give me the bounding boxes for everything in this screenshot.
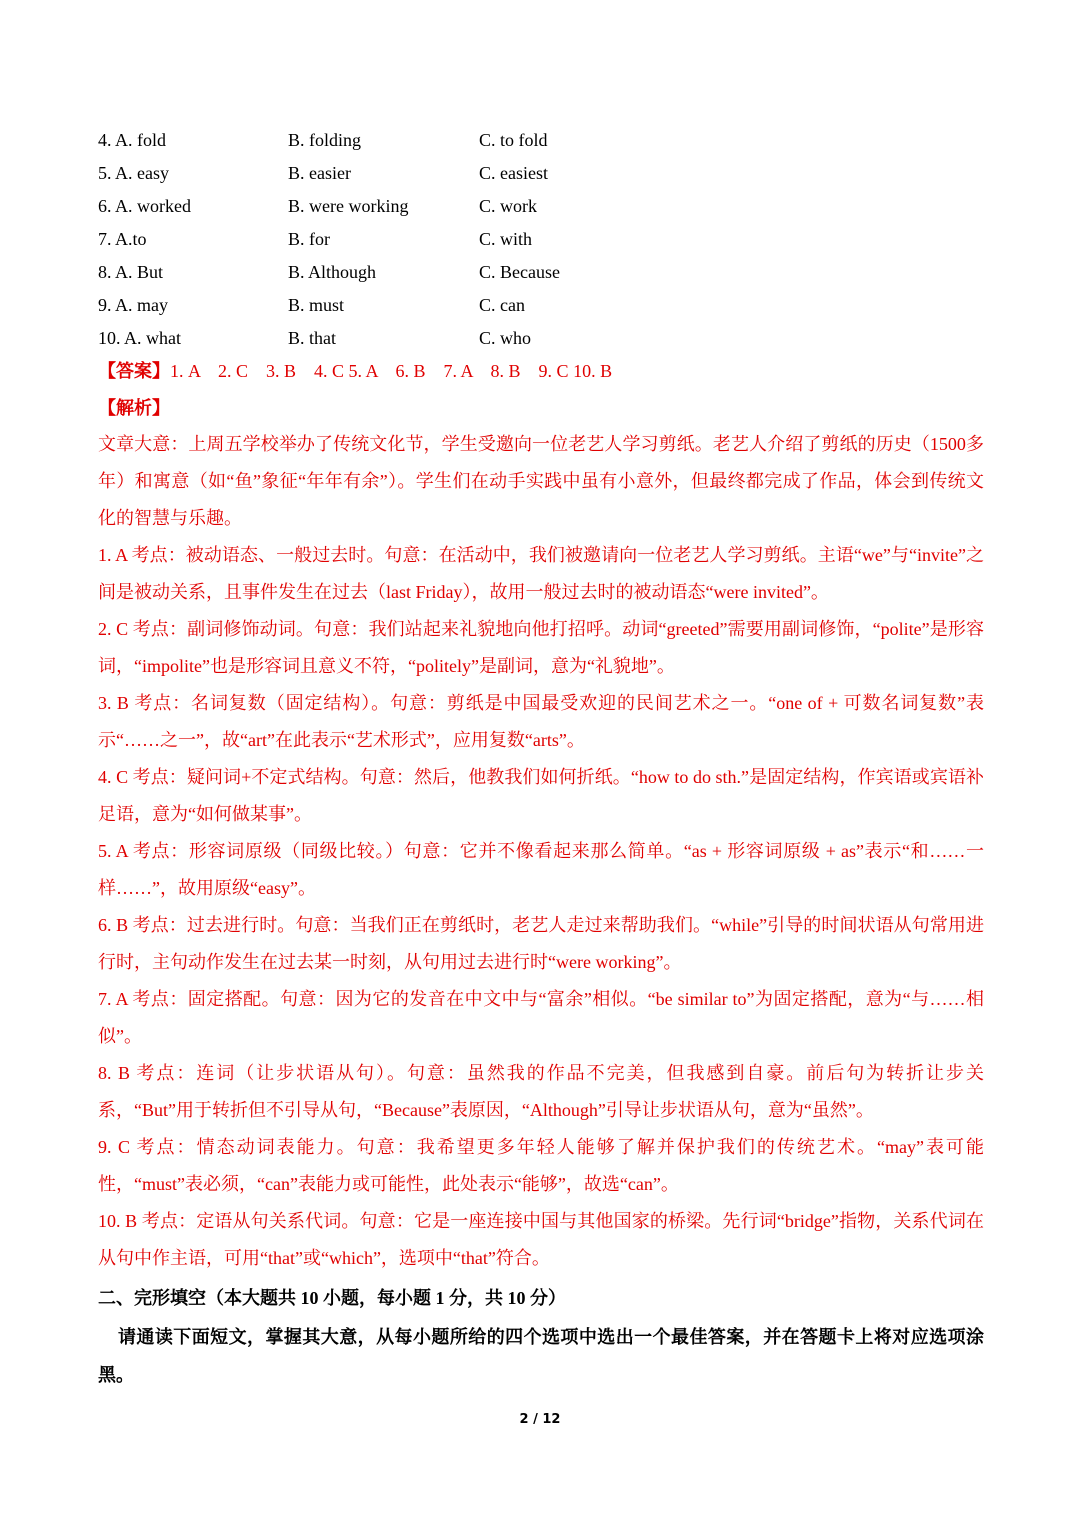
option-c: C. can <box>479 295 525 315</box>
analysis-summary: 文章大意：上周五学校举办了传统文化节，学生受邀向一位老艺人学习剪纸。老艺人介绍了剪纸的历史（1500多年）和寓意（如“鱼”象征“年年有余”）。学生们在动手实践中虽有小意外，但最终都完成了作品，体会到传统文化的智慧与乐趣。 <box>98 434 984 528</box>
analysis-label: 【解析】 <box>98 398 170 418</box>
analysis-body <box>98 426 984 1277</box>
option-row-9 <box>98 289 698 322</box>
option-c: C. who <box>479 328 532 348</box>
option-row-7 <box>98 223 698 256</box>
analysis-item-7: 7. A 考点：固定搭配。句意：因为它的发音在中文中与“富余”相似。“be similar to”为固定搭配，意为“与……相似”。 <box>98 989 984 1046</box>
option-row-8 <box>98 256 698 289</box>
option-a: 8. A. But <box>98 262 164 282</box>
option-a: 4. A. fold <box>98 130 167 150</box>
option-b: B. must <box>288 295 345 315</box>
analysis-item-5: 5. A 考点：形容词原级（同级比较。）句意：它并不像看起来那么简单。“as + 形容词原级 + as”表示“和……一样……”，故用原级“easy”。 <box>98 841 984 898</box>
option-row-5 <box>98 157 698 190</box>
analysis-item-4: 4. C 考点：疑问词+不定式结构。句意：然后，他教我们如何折纸。“how to do sth.”是固定结构，作宾语或宾语补足语，意为“如何做某事”。 <box>98 767 984 824</box>
option-list <box>98 124 698 355</box>
analysis-item-10: 10. B 考点：定语从句关系代词。句意：它是一座连接中国与其他国家的桥梁。先行词“bridge”指物，关系代词在从句中作主语，可用“that”或“which”，选项中“that”符合。 <box>98 1211 984 1268</box>
answer-line <box>98 356 612 386</box>
option-b: B. that <box>288 328 336 348</box>
option-c: C. with <box>479 229 533 249</box>
option-c: C. work <box>479 196 537 216</box>
option-row-10 <box>98 322 698 355</box>
option-b: B. easier <box>288 163 351 183</box>
option-c: C. to fold <box>479 130 548 150</box>
option-b: B. Although <box>288 262 377 282</box>
analysis-item-8: 8. B 考点：连词（让步状语从句）。句意：虽然我的作品不完美，但我感到自豪。前后句为转折让步关系，“But”用于转折但不引导从句，“Because”表原因，“Although”引导让步状语从句，意为“虽然”。 <box>98 1063 984 1120</box>
option-a: 5. A. easy <box>98 163 169 183</box>
section-instructions: 请通读下面短文，掌握其大意，从每小题所给的四个选项中选出一个最佳答案，并在答题卡上将对应选项涂黑。 <box>98 1327 984 1385</box>
option-a: 9. A. may <box>98 295 168 315</box>
option-a: 6. A. worked <box>98 196 191 216</box>
option-b: B. were working <box>288 196 409 216</box>
page-number: 2 / 12 <box>519 1412 561 1427</box>
option-b: B. folding <box>288 130 362 150</box>
analysis-item-9: 9. C 考点：情态动词表能力。句意：我希望更多年轻人能够了解并保护我们的传统艺术。“may”表可能性，“must”表必须，“can”表能力或可能性，此处表示“能够”，故选“can”。 <box>98 1137 984 1194</box>
option-c: C. Because <box>479 262 560 282</box>
analysis-item-3: 3. B 考点：名词复数（固定结构）。句意：剪纸是中国最受欢迎的民间艺术之一。“one of + 可数名词复数”表示“……之一”，故“art”在此表示“艺术形式”，应用复数“arts”。 <box>98 693 984 750</box>
option-row-4 <box>98 124 698 157</box>
section-title: 二、完形填空（本大题共 10 小题，每小题 1 分，共 10 分） <box>98 1288 566 1308</box>
analysis-item-1: 1. A 考点：被动语态、一般过去时。句意：在活动中，我们被邀请向一位老艺人学习剪纸。主语“we”与“invite”之间是被动关系，且事件发生在过去（last Friday），故用一般过去时的被动语态“were invited”。 <box>98 545 984 602</box>
option-b: B. for <box>288 229 330 249</box>
analysis-item-2: 2. C 考点：副词修饰动词。句意：我们站起来礼貌地向他打招呼。动词“greeted”需要用副词修饰，“polite”是形容词，“impolite”也是形容词且意义不符，“politely”是副词，意为“礼貌地”。 <box>98 619 984 676</box>
option-a: 10. A. what <box>98 328 181 348</box>
answer-text: 1. A 2. C 3. B 4. C 5. A 6. B 7. A 8. B 9. C 10. B <box>170 361 613 381</box>
option-row-6 <box>98 190 698 223</box>
option-c: C. easiest <box>479 163 548 183</box>
option-a: 7. A.to <box>98 229 147 249</box>
analysis-item-6: 6. B 考点：过去进行时。句意：当我们正在剪纸时，老艺人走过来帮助我们。“while”引导的时间状语从句常用进行时，主句动作发生在过去某一时刻，从句用过去进行时“were working”。 <box>98 915 984 972</box>
answer-label: 【答案】 <box>98 361 170 381</box>
